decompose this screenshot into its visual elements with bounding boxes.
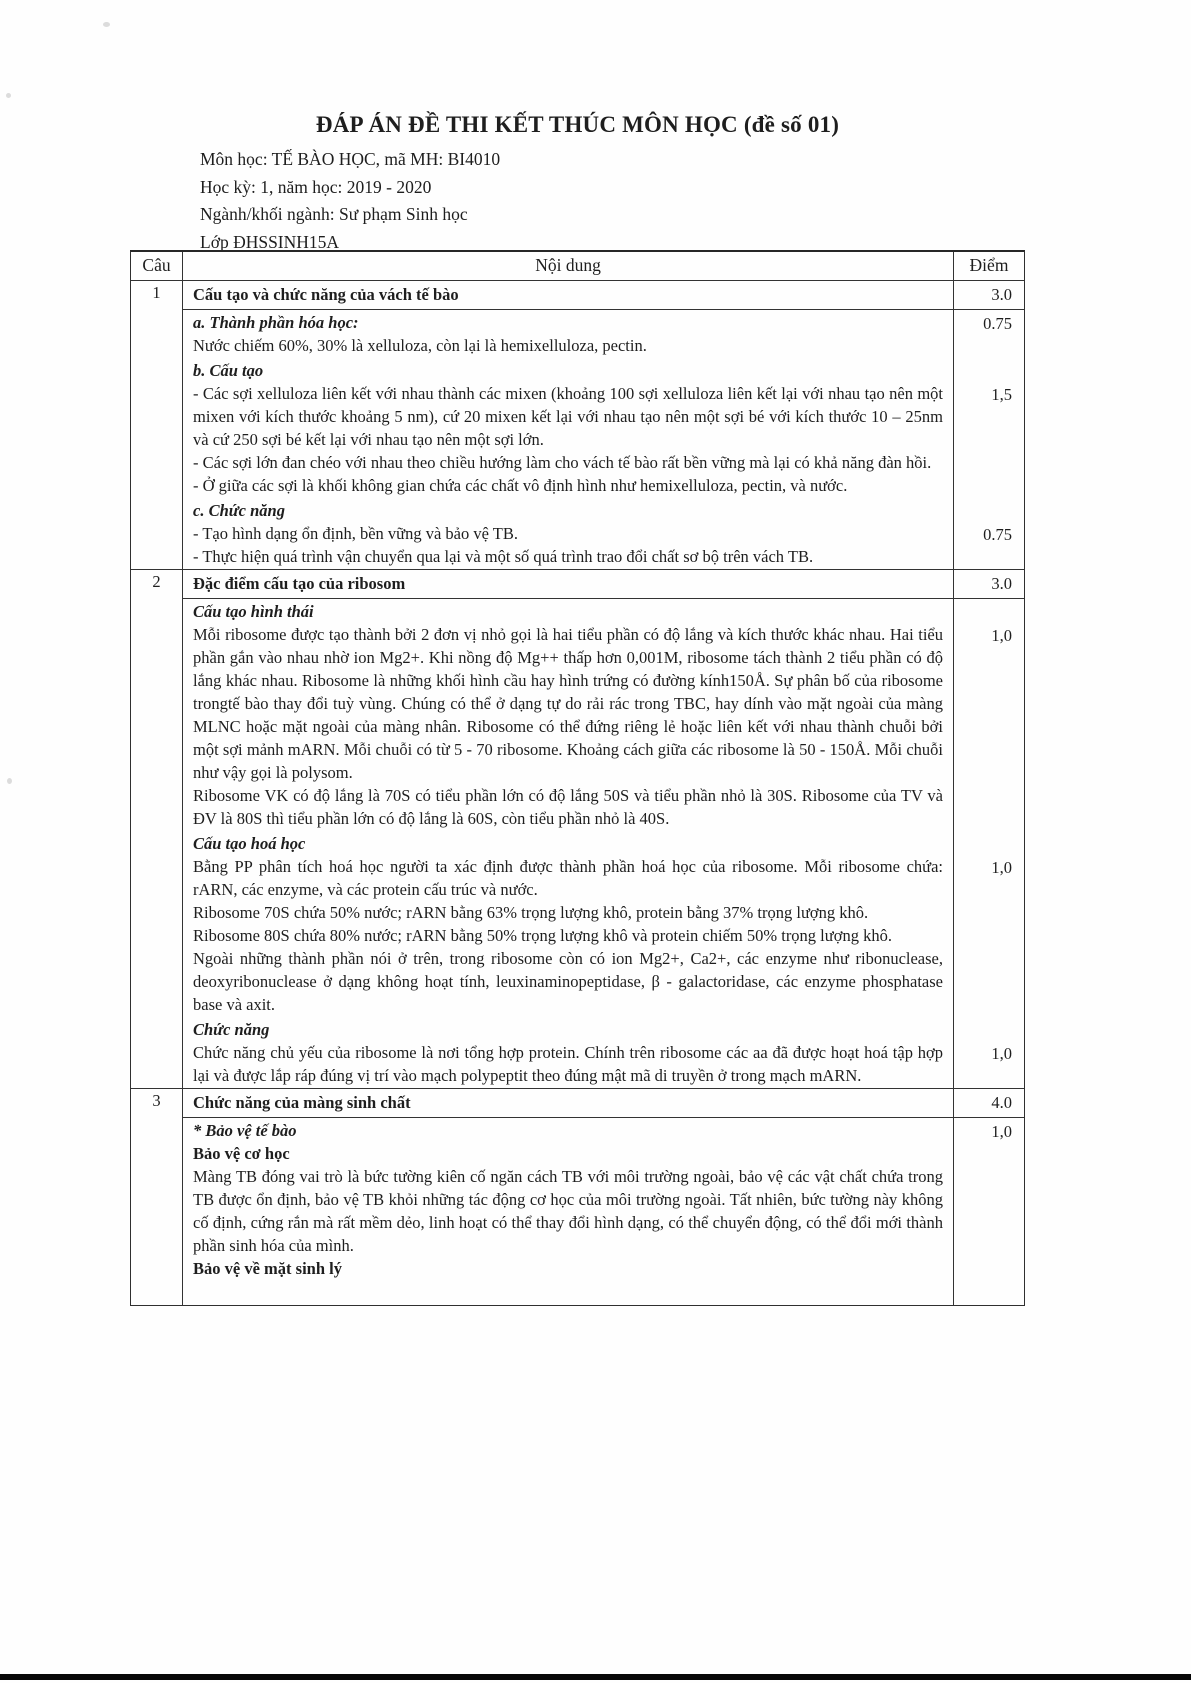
scan-speck: [6, 93, 11, 98]
meta-semester: Học kỳ: 1, năm học: 2019 - 2020: [200, 176, 432, 197]
question-title-score: 3.0: [954, 570, 1024, 599]
answer-text: [183, 498, 954, 569]
answer-block: [183, 599, 1024, 831]
answer-block: [183, 358, 1024, 498]
answer-line: Chức năng: [193, 1020, 270, 1039]
answer-line: Nước chiếm 60%, 30% là xelluloza, còn lại là hemixelluloza, pectin.: [193, 336, 647, 355]
meta-class: Lớp ĐHSSINH15A: [200, 231, 340, 252]
answer-text: [183, 831, 954, 1017]
answer-line: Màng TB đóng vai trò là bức tường kiên cố ngăn cách TB với môi trường ngoài, bảo vệ các vật chất chứa trong TB được ổn định, bảo vệ TB khỏi những tác động cơ học của môi trường ngoài. Tất nhiên, bức tường này không cố định, cứng rắn mà rất mềm dẻo, linh hoạt có thể thay đổi hình dạng, có thể chuyển động, có thể đổi mới thành phần sinh hóa của mình.: [193, 1167, 943, 1255]
scan-speck: [103, 22, 110, 27]
answer-line: - Tạo hình dạng ổn định, bền vững và bảo vệ TB.: [193, 524, 518, 543]
question-detail-row: [131, 310, 1024, 570]
answer-text: [183, 310, 954, 358]
answer-blocks: [183, 310, 1024, 569]
answer-blocks: [183, 1118, 1024, 1305]
answer-score: 1,0: [991, 858, 1012, 877]
answer-line: Bảo vệ về mặt sinh lý: [193, 1259, 342, 1278]
answer-line: Bảo vệ cơ học: [193, 1144, 290, 1163]
answer-line: c. Chức năng: [193, 501, 285, 520]
question-number: 1: [131, 281, 183, 310]
answer-line: a. Thành phần hóa học:: [193, 313, 359, 332]
answer-line: - Thực hiện quá trình vận chuyển qua lại và một số quá trình trao đổi chất sơ bộ trên vách TB.: [193, 547, 814, 566]
question-title: Cấu tạo và chức năng của vách tế bào: [183, 281, 954, 310]
question-title: Đặc điểm cấu tạo của ribosom: [183, 570, 954, 599]
answer-line: Chức năng chủ yếu của ribosome là nơi tổng hợp protein. Chính trên ribosome các aa đã được hoạt hoá tập hợp lại và được lắp ráp đúng vị trí vào mạch polypeptit theo đúng mật mã di truyền ở trong mạch mARN.: [193, 1043, 943, 1085]
answer-score: 0.75: [983, 525, 1012, 544]
answer-score: 1,0: [991, 1044, 1012, 1063]
scan-speck: [7, 778, 12, 784]
scan-edge-bar: [0, 1674, 1191, 1680]
question-detail-row: [131, 599, 1024, 1089]
answer-line: Mỗi ribosome được tạo thành bởi 2 đơn vị nhỏ gọi là hai tiểu phần có độ lắng và kích thước khác nhau. Hai tiểu phần gắn vào nhau nhờ ion Mg2+. Khi nồng độ Mg++ thấp hơn 0,001M, ribosome tách thành 2 tiểu phần có độ lắng khác nhau. Ribosome là những khối hình cầu hay hình trứng có đường kính150Å. Sự phân bố của ribosome trongtế bào thay đổi tuỳ vùng. Chúng có thể ở dạng tự do rải rác trong TBC, hay dính vào mặt ngoài của màng MLNC hoặc mặt ngoài của màng nhân. Ribosome có thể đứng riêng lẻ hoặc liên kết với nhau thành chuỗi bởi một sợi mảnh mARN. Mỗi chuỗi có từ 5 - 70 ribosome. Khoảng cách giữa các ribosome là 50 - 150Å. Mỗi chuỗi như vậy gọi là polysom.: [193, 625, 943, 782]
answer-block: [183, 831, 1024, 1017]
answer-line: Ribosome VK có độ lắng là 70S có tiểu phần lớn có độ lắng 50S và tiểu phần nhỏ là 30S. Ribosome của TV và ĐV là 80S thì tiểu phần lớn có độ lắng là 60S, còn tiểu phần nhỏ là 40S.: [193, 786, 943, 828]
answer-line: b. Cấu tạo: [193, 361, 264, 380]
question-title: Chức năng của màng sinh chất: [183, 1089, 954, 1118]
answer-block: [183, 1118, 1024, 1305]
answer-line: Cấu tạo hình thái: [193, 602, 314, 621]
question-number-spacer: [131, 310, 183, 569]
answer-blocks: [183, 599, 1024, 1088]
question-title-row: [131, 1089, 1024, 1118]
answer-line: Ribosome 80S chứa 80% nước; rARN bằng 50% trọng lượng khô và protein chiếm 50% trọng lượng khô.: [193, 926, 892, 945]
answer-score: 1,0: [991, 626, 1012, 645]
answer-line: * Bảo vệ tế bào: [193, 1121, 297, 1140]
question-title-row: [131, 281, 1024, 310]
answer-line: Ngoài những thành phần nói ở trên, trong ribosome còn có ion Mg2+, Ca2+, các enzyme như ribonuclease, deoxyribonuclease ở dạng không hoạt tính, leuxinaminopeptidase, β - galactoridase, các enzyme phosphatase base và axit.: [193, 949, 943, 1014]
answer-text: [183, 358, 954, 498]
document-title: ĐÁP ÁN ĐỀ THI KẾT THÚC MÔN HỌC (đề số 01): [315, 112, 840, 137]
answer-score: 1,5: [991, 385, 1012, 404]
answer-block: [183, 310, 1024, 358]
document-meta: [200, 146, 1025, 256]
question-detail-row: [131, 1118, 1024, 1305]
answer-line: Bằng PP phân tích hoá học người ta xác định được thành phần hoá học của ribosome. Mỗi ribosome chứa: rARN, các enzyme, và các protein cấu trúc và nước.: [193, 857, 943, 899]
question-number: 3: [131, 1089, 183, 1118]
answer-block: [183, 498, 1024, 569]
answer-line: Cấu tạo hoá học: [193, 834, 306, 853]
answer-line: - Các sợi lớn đan chéo với nhau theo chiều hướng làm cho vách tế bào rất bền vững mà lại có khả năng đàn hồi.: [193, 453, 932, 472]
table-header-row: [131, 252, 1024, 281]
answer-score: 1,0: [991, 1122, 1012, 1141]
question-title-row: [131, 570, 1024, 599]
answer-line: Ribosome 70S chứa 50% nước; rARN bằng 63% trọng lượng khô, protein bằng 37% trọng lượng khô.: [193, 903, 869, 922]
question-number: 2: [131, 570, 183, 599]
table-body: [131, 281, 1024, 1305]
answer-line: - Ở giữa các sợi là khối không gian chứa các chất vô định hình như hemixelluloza, pectin, và nước.: [193, 476, 848, 495]
document-header: [130, 112, 1025, 256]
question-number-spacer: [131, 1118, 183, 1305]
question-title-score: 3.0: [954, 281, 1024, 310]
answer-line: - Các sợi xelluloza liên kết với nhau thành các mixen (khoảng 100 sợi xelluloza liên kết lại với nhau tạo nên một mixen với kích thước khoảng 5 nm), cứ 20 mixen kết lại với nhau tạo nên một sợi bé với kích thước 10 – 25nm và cứ 250 sợi bé kết lại với nhau tạo nên một sợi lớn.: [193, 384, 943, 449]
question-title-score: 4.0: [954, 1089, 1024, 1118]
header-cau: Câu: [131, 252, 183, 280]
answer-text: [183, 599, 954, 831]
meta-major: Ngành/khối ngành: Sư phạm Sinh học: [200, 204, 468, 224]
answer-table: [130, 250, 1025, 1306]
question-number-spacer: [131, 599, 183, 1088]
header-noidung: Nội dung: [183, 252, 954, 280]
meta-subject: Môn học: TẾ BÀO HỌC, mã MH: BI4010: [200, 149, 501, 169]
answer-score: 0.75: [983, 314, 1012, 333]
answer-text: [183, 1017, 954, 1088]
header-diem: Điểm: [969, 255, 1009, 275]
answer-text: [183, 1118, 954, 1305]
answer-block: [183, 1017, 1024, 1088]
